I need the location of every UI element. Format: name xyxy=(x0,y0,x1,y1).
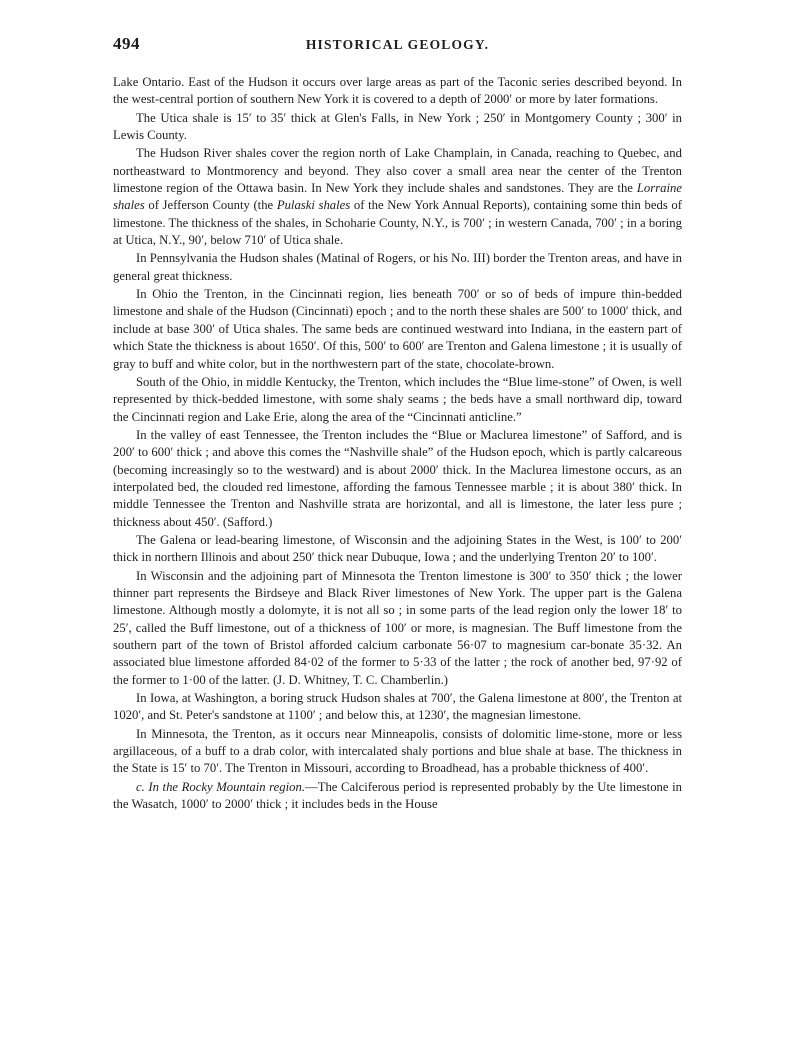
text-run: South of the Ohio, in middle Kentucky, the Trenton, which includes the “Blue lime-stone” of Owen, is well represented by thick-bedded limestone, with some shaly seams ; the beds have a small northward dip, toward the Cincinnati region and Lake Erie, along the area of the “Cincinnati anticline.” xyxy=(113,374,682,424)
paragraph xyxy=(113,374,682,426)
text-run: of the New York Annual Reports), containing some thin beds of limestone. The thickness of the shales, in Schoharie County, N.Y., is 700′ ; in western Canada, 700′ ; in a boring at Utica, N.Y., 90′, below 710′ of Utica shale. xyxy=(113,198,682,248)
paragraph xyxy=(113,779,682,814)
text-run: In Wisconsin and the adjoining part of Minnesota the Trenton limestone is 300′ to 350′ thick ; the lower thinner part represents the Birdseye and Black River limestones of New York. The upper part is the Galena limestone. Although mostly a dolomyte, it is not all so ; in some parts of the lead region only the lower 18′ to 25′, called the Buff limestone, out of a thickness of 100′ or more, is magnesian. The Buff limestone from the southern part of the town of Bristol afforded calcium carbonate 56·07 to magnesium car-bonate 35·32. An associated blue limestone afforded 84·02 of the former to 5·33 of the latter ; the rock of another bed, 97·92 of the former to 1·00 of the latter. (J. D. Whitney, T. C. Chamberlin.) xyxy=(113,568,682,687)
text-run: In Ohio the Trenton, in the Cincinnati region, lies beneath 700′ or so of beds of impure thin-bedded limestone and shale of the Hudson (Cincinnati) epoch ; and to the north these shales are 500′ to 1000′ thick, and include at base 300′ of Utica shales. The same beds are continued westward into Indiana, in the eastern part of which State the thickness is about 1650′. Of this, 500′ to 600′ are Trenton and Galena limestone ; it is usually of gray to buff and white color, but in the northwestern part of the state, chocolate-brown. xyxy=(113,287,682,371)
text-run: The Hudson River shales cover the region north of Lake Champlain, in Canada, reaching to Quebec, and northeastward to Montmorency and beyond. They also cover a small area near the center of the Trenton limestone region of the Ottawa basin. In New York they include shales and sandstones. They are the xyxy=(113,146,682,196)
page-number: 494 xyxy=(113,34,140,53)
paragraph xyxy=(113,726,682,778)
text-run: The Utica shale is 15′ to 35′ thick at Glen's Falls, in New York ; 250′ in Montgomery County ; 300′ in Lewis County. xyxy=(113,110,682,143)
text-run: of Jefferson County (the xyxy=(144,198,277,213)
body-text xyxy=(113,74,682,813)
paragraph xyxy=(113,145,682,249)
italic-text: Pulaski shales xyxy=(276,198,351,213)
italic-text: Lorraine shales xyxy=(113,181,682,213)
text-run: Lake Ontario. East of the Hudson it occurs over large areas as part of the Taconic series described beyond. In the west-central portion of southern New York it is covered to a depth of 2000′ or more by later formations. xyxy=(113,75,682,107)
text-run: In Pennsylvania the Hudson shales (Matinal of Rogers, or his No. III) border the Trenton areas, and have in general great thickness. xyxy=(113,251,682,283)
text-run: —The Calciferous period is represented probably by the Ute limestone in the Wasatch, 1000′ to 2000′ thick ; it includes beds in the House xyxy=(113,779,682,812)
paragraph xyxy=(113,110,682,145)
page-header xyxy=(113,34,682,56)
paragraph xyxy=(113,568,682,689)
text-run: In Iowa, at Washington, a boring struck Hudson shales at 700′, the Galena limestone at 800′, the Trenton at 1020′, and St. Peter's sandstone at 1100′ ; and below this, at 1230′, the magnesian limestone. xyxy=(113,691,682,723)
text-run: In Minnesota, the Trenton, as it occurs near Minneapolis, consists of dolomitic lime-stone, more or less argillaceous, of a buff to a drab color, with intercalated shaly portions and blue shale at base. The thickness in the State is 15′ to 70′. The Trenton in Missouri, according to Broadhead, has a probable thickness of 400′. xyxy=(113,726,682,776)
text-run: In the valley of east Tennessee, the Trenton includes the “Blue or Maclurea limestone” of Safford, and is 200′ to 600′ thick ; and above this comes the “Nashville shale” of the Hudson epoch, which is partly calcareous (becoming increasingly so to the westward) and is about 2000′ thick. In the Maclurea limestone occurs, as an interpolated bed, the clouded red limestone, affording the famous Tennessee marble ; it is about 380′ thick. In middle Tennessee the Trenton and Nashville strata are horizontal, and all is limestone, the later less pure ; thickness about 450′. (Safford.) xyxy=(113,427,682,529)
paragraph xyxy=(113,690,682,725)
paragraph xyxy=(113,427,682,531)
running-head: HISTORICAL GEOLOGY. xyxy=(305,37,490,52)
document-page xyxy=(113,34,682,814)
paragraph xyxy=(113,532,682,567)
italic-text: c. In the Rocky Mountain region. xyxy=(136,779,305,794)
paragraph xyxy=(113,286,682,373)
text-run: The Galena or lead-bearing limestone, of Wisconsin and the adjoining States in the West, is 100′ to 200′ thick in northern Illinois and about 250′ thick near Dubuque, Iowa ; and the underlying Trenton 20′ to 100′. xyxy=(113,532,682,565)
paragraph xyxy=(113,250,682,285)
paragraph xyxy=(113,74,682,109)
